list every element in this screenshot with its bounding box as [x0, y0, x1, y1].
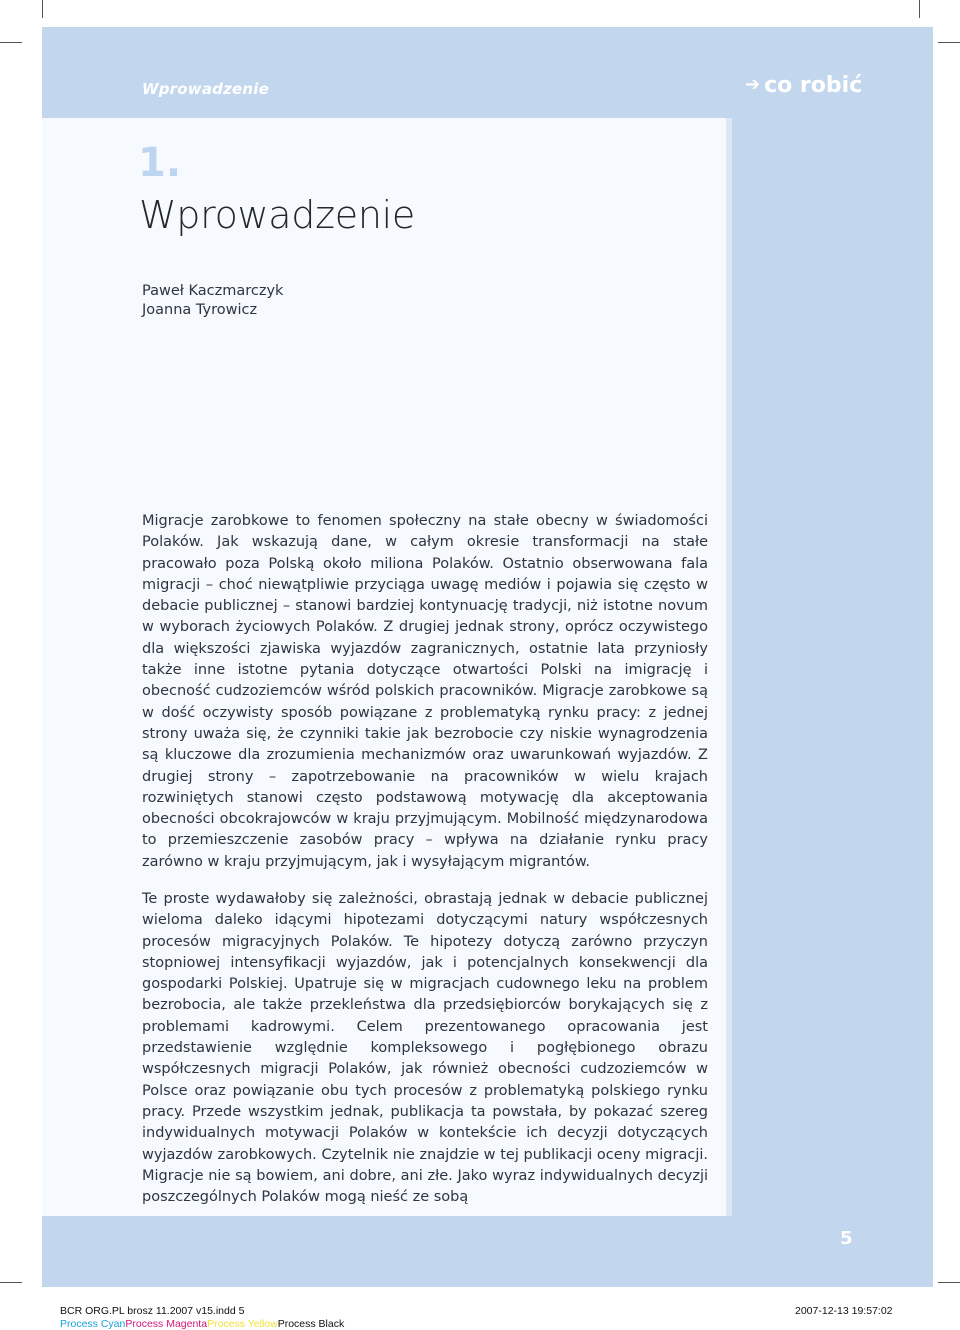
- body-paragraph: Te proste wydawałoby się zależności, obrastają jednak w debacie publicznej wieloma daleko idącymi hipotezami dotyczącymi natury współczesnych procesów migracyjnych Polaków. Te hipotezy dotyczą zarówno przyczyn stopniowej intensyfikacji wyjazdów, jak i potencjalnych konsekwencji dla gospodarki Polskiej. Upatruje się w migracjach cudownego leku na problem bezrobocia, ale także przekleństwa dla przedsiębiorców borykających się z problemami kadrowymi. Celem prezentowanego opracowania jest przedstawienie względnie kompleksowego i pogłębionego obrazu współczesnych migracji Polaków, jak również obecności cudzoziemców w Polsce oraz powiązanie obu tych procesów z problematyką polskiego rynku pracy. Przede wszystkim jednak, publikacja ta powstała, by pokazać szereg indywidualnych motywacji Polaków w kontekście ich decyzji dotyczących wyjazdów zarobkowych. Czytelnik nie znajdzie w tej publikacji oceny migracji. Migracje nie są bowiem, ani dobre, ani złe. Jako wyraz indywidualnych decyzji poszczególnych Polaków mogą nieść ze sobą: [142, 891, 708, 1206]
- author-name: Joanna Tyrowicz: [142, 302, 258, 318]
- corner-label: [745, 73, 862, 98]
- corner-label-text: co robić: [764, 73, 863, 98]
- crop-mark: [0, 42, 22, 43]
- page-number: 5: [840, 1228, 853, 1249]
- process-color-label: Process Cyan: [60, 1318, 126, 1330]
- chapter-number: 1.: [138, 140, 182, 186]
- header-bar: [42, 27, 728, 118]
- process-color-label: Process Magenta: [125, 1318, 208, 1330]
- crop-mark: [938, 42, 960, 43]
- arrow-right-icon: ➔: [745, 74, 761, 95]
- section-label: Wprowadzenie: [142, 80, 269, 98]
- print-timestamp: 2007-12-13 19:57:02: [795, 1305, 893, 1317]
- print-slug: BCR ORG.PL brosz 11.2007 v15.indd 5: [60, 1305, 245, 1317]
- crop-mark: [938, 1282, 960, 1283]
- process-color-label: Process Black: [277, 1318, 345, 1330]
- chapter-title: Wprowadzenie: [139, 193, 415, 237]
- crop-mark: [42, 0, 43, 18]
- side-column-edge: [726, 118, 732, 1216]
- process-color-label: Process Yellow: [207, 1318, 278, 1330]
- author-list: [142, 282, 283, 320]
- crop-mark: [919, 0, 920, 18]
- author-name: Paweł Kaczmarczyk: [142, 283, 284, 299]
- body-paragraph: Migracje zarobkowe to fenomen społeczny na stałe obecny w świadomości Polaków. Jak wskazują dane, w całym okresie transformacji na stałe pracowało poza Polską około miliona Polaków. Ostatnio obserwowana fala migracji – choć niewątpliwie przyciąga uwagę mediów i pojawia się często w debacie publicznej – stanowi bardziej kontynuację tradycji, niż istotne novum w wyborach życiowych Polaków. Z drugiej jednak strony, oprócz oczywistego dla większości zjawiska wyjazdów zagranicznych, ostatnie lata przyniosły także inne istotne pytania dotyczące otwartości Polski na imigrację i obecność cudzoziemców wśród polskich pracowników. Migracje zarobkowe są w dość oczywisty sposób powiązane z problematyką rynku pracy: z jednej strony uważa się, że czynniki takie jak bezrobocie czy niskie wynagrodzenia są kluczowe dla zrozumienia mechanizmów oraz uwarunkowań wyjazdów. Z drugiej strony – zapotrzebowanie na pracowników w wielu krajach rozwiniętych stanowi często podstawową motywację dla akceptowania obecności obcokrajowców w kraju przyjmującym. Mobilność międzynarodowa to przemieszczenie zasobów pracy – wpływa na działanie rynku pracy zarówno w kraju przyjmującym, jak i wysyłającym migrantów.: [142, 513, 708, 870]
- side-column: [728, 27, 933, 1287]
- process-color-row: [60, 1318, 344, 1330]
- footer-bar: [42, 1216, 933, 1287]
- crop-mark: [0, 1282, 22, 1283]
